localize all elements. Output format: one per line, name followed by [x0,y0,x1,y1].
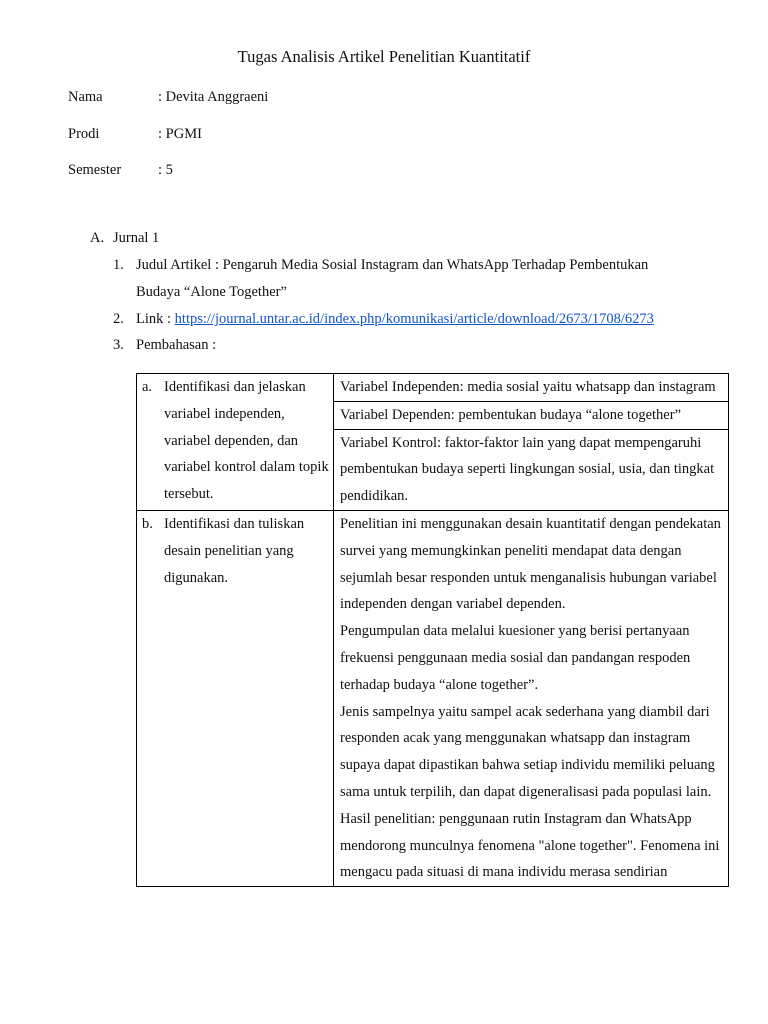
question-b-marker: b. [142,515,153,532]
link-line [136,311,654,328]
answer-control: Variabel Kontrol: faktor-faktor lain yang dapat mempengaruhi pembentukan budaya seperti lingkungan sosial, usia, dan tingkat pendidikan. [340,434,715,505]
item-2-marker: 2. [113,311,124,327]
article-title-line1: Judul Artikel : Pengaruh Media Sosial Instagram dan WhatsApp Terhadap Pembentukan [136,257,649,273]
answer-dependent: Variabel Dependen: pembentukan budaya “alone together” [340,406,682,423]
question-b-cell [137,510,334,886]
section-marker: A. [90,230,105,246]
answer-b-cell [334,510,729,886]
info-label-semester: Semester [68,162,122,178]
article-title-line2: Budaya “Alone Together” [136,284,287,300]
answer-dependent-cell [334,401,729,429]
info-value-nama: : Devita Anggraeni [158,89,269,105]
info-label-prodi: Prodi [68,126,100,142]
section-title: Jurnal 1 [113,230,160,246]
document-title: Tugas Analisis Artikel Penelitian Kuantitatif [237,47,531,66]
info-value-semester: : 5 [158,162,173,178]
question-b-text: Identifikasi dan tuliskan desain penelitian yang digunakan. [164,515,305,586]
question-a-text: Identifikasi dan jelaskan variabel independen, variabel dependen, dan variabel kontrol dalam topik tersebut. [164,379,329,503]
info-label-nama: Nama [68,89,103,105]
info-value-prodi: : PGMI [158,126,202,142]
article-link[interactable]: https://journal.untar.ac.id/index.php/komunikasi/article/download/2673/1708/6273 [174,311,654,327]
link-prefix: Link : [136,311,175,327]
question-a-cell [137,374,334,511]
answer-independent: Variabel Independen: media sosial yaitu whatsapp dan instagram [340,379,716,395]
discussion-label: Pembahasan : [136,337,217,353]
design-paragraph: Penelitian ini menggunakan desain kuantitatif dengan pendekatan survei yang memungkinkan peneliti mendapat data dengan sejumlah besar responden untuk menganalisis hubungan variabel independen dengan variabel dependen. [340,515,721,613]
results-paragraph: Hasil penelitian: penggunaan rutin Instagram dan WhatsApp mendorong munculnya fenomena "alone together". Fenomena ini mengacu pada situasi di mana individu merasa sendirian [340,810,720,881]
answer-control-cell [334,429,729,510]
analysis-table [136,373,729,887]
item-3-marker: 3. [113,337,124,353]
answer-independent-cell [334,374,729,402]
item-1-marker: 1. [113,257,124,273]
data-collection-paragraph: Pengumpulan data melalui kuesioner yang berisi pertanyaan frekuensi penggunaan media sosial dan pandangan respoden terhadap budaya “alone together”. [340,623,691,693]
sample-paragraph: Jenis sampelnya yaitu sampel acak sederhana yang diambil dari responden acak yang menggunakan whatsapp dan instagram supaya dapat dipastikan bahwa setiap individu memiliki peluang sama untuk terpilih, dan dapat digeneralisasi pada populasi lain. [340,703,715,800]
question-a-marker: a. [142,379,153,395]
